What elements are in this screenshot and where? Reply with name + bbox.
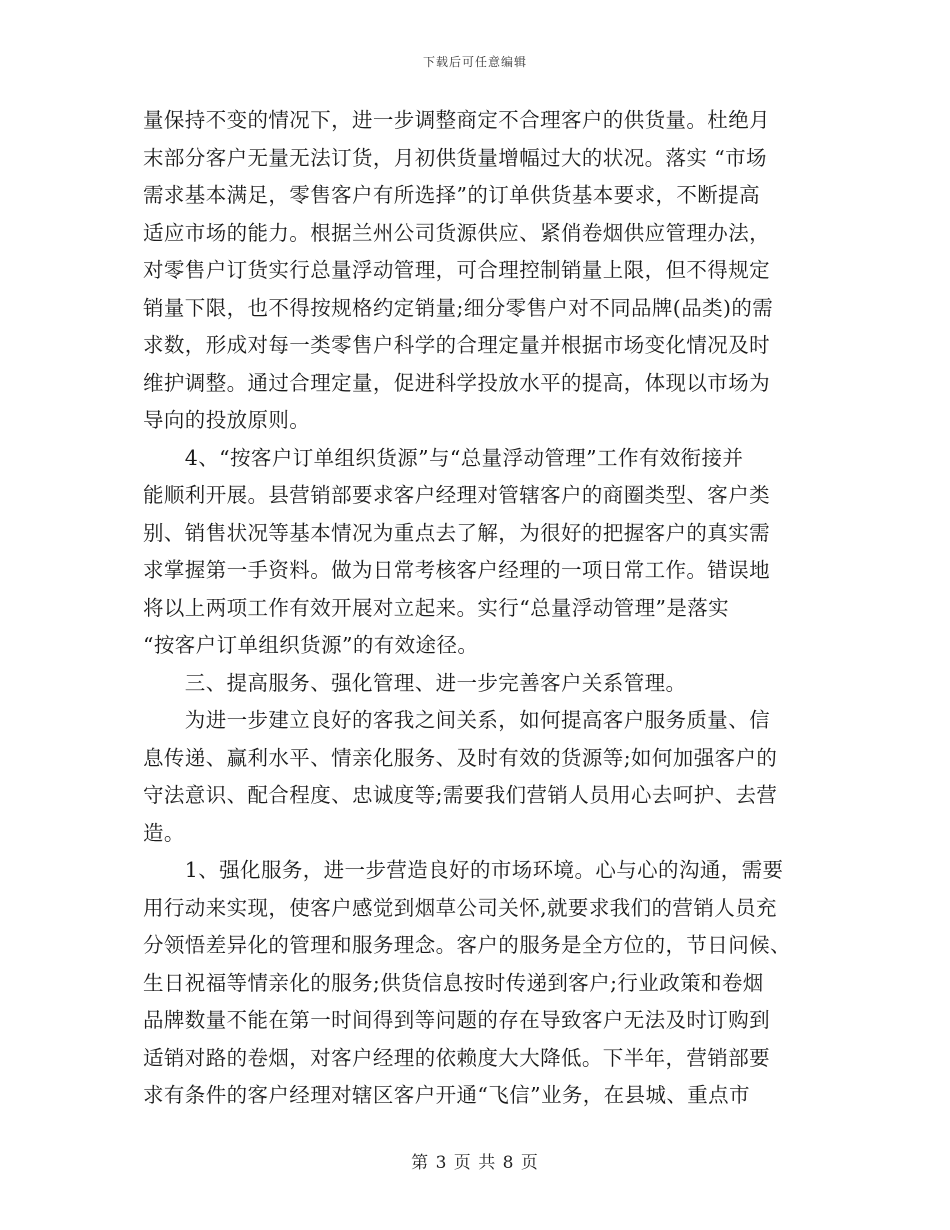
text-line: 对零售户订货实行总量浮动管理，可合理控制销量上限，但不得规定: [143, 258, 770, 282]
text-line: 能顺利开展。县营销部要求客户经理对管辖客户的商圈类型、客户类: [143, 483, 770, 507]
text-line: 求掌握第一手资料。做为日常考核客户经理的一项日常工作。错误地: [143, 558, 770, 582]
text-line: 求有条件的客户经理对辖区客户开通“飞信”业务，在县城、重点市: [143, 1083, 750, 1107]
text-line: 将以上两项工作有效开展对立起来。实行“总量浮动管理”是落实: [143, 595, 730, 620]
text-line: 用行动来实现，使客户感觉到烟草公司关怀,就要求我们的营销人员充: [143, 895, 777, 920]
text-line: 末部分客户无量无法订货，月初供货量增幅过大的状况。落实 “市场: [143, 145, 767, 170]
text-line: “按客户订单组织货源”的有效途径。: [143, 633, 479, 657]
text-line: 适应市场的能力。根据兰州公司货源供应、紧俏卷烟供应管理办法，: [143, 220, 770, 245]
text-line: 1、强化服务，进一步营造良好的市场环境。心与心的沟通，需要: [143, 858, 784, 882]
text-line: 品牌数量不能在第一时间得到等问题的存在导致客户无法及时订购到: [143, 1008, 770, 1032]
text-line: 适销对路的卷烟，对客户经理的依赖度大大降低。下半年，营销部要: [143, 1045, 770, 1070]
text-line: 4、“按客户订单组织货源”与“总量浮动管理”工作有效衔接并: [143, 445, 744, 470]
text-line: 分领悟差异化的管理和服务理念。客户的服务是全方位的，节日问候、: [143, 933, 791, 957]
text-line: 造。: [143, 820, 185, 845]
document-body: [143, 102, 811, 1115]
text-line: 三、提高服务、强化管理、进一步完善客户关系管理。: [143, 670, 687, 695]
text-line: 息传递、赢利水平、情亲化服务、及时有效的货源等;如何加强客户的: [143, 745, 778, 770]
page-header: 下载后可任意编辑: [422, 55, 527, 69]
text-line: 维护调整。通过合理定量，促进科学投放水平的提高，体现以市场为: [143, 370, 770, 395]
text-line: 导向的投放原则。: [143, 408, 311, 432]
text-line: 求数，形成对每一类零售户科学的合理定量并根据市场变化情况及时: [143, 333, 770, 357]
text-line: 销量下限，也不得按规格约定销量;细分零售户对不同品牌(品类)的需: [143, 295, 774, 320]
text-line: 守法意识、配合程度、忠诚度等;需要我们营销人员用心去呵护、去营: [143, 783, 778, 807]
text-line: 为进一步建立良好的客我之间关系，如何提高客户服务质量、信: [143, 708, 770, 732]
text-line: 需求基本满足，零售客户有所选择”的订单供货基本要求，不断提高: [143, 183, 760, 207]
page-number: 第 3 页 共 8 页: [411, 1153, 539, 1173]
text-line: 别、销售状况等基本情况为重点去了解，为很好的把握客户的真实需: [143, 520, 770, 545]
text-line: 生日祝福等情亲化的服务;供货信息按时传递到客户;行业政策和卷烟: [143, 970, 764, 995]
text-line: 量保持不变的情况下，进一步调整商定不合理客户的供货量。杜绝月: [143, 108, 770, 132]
